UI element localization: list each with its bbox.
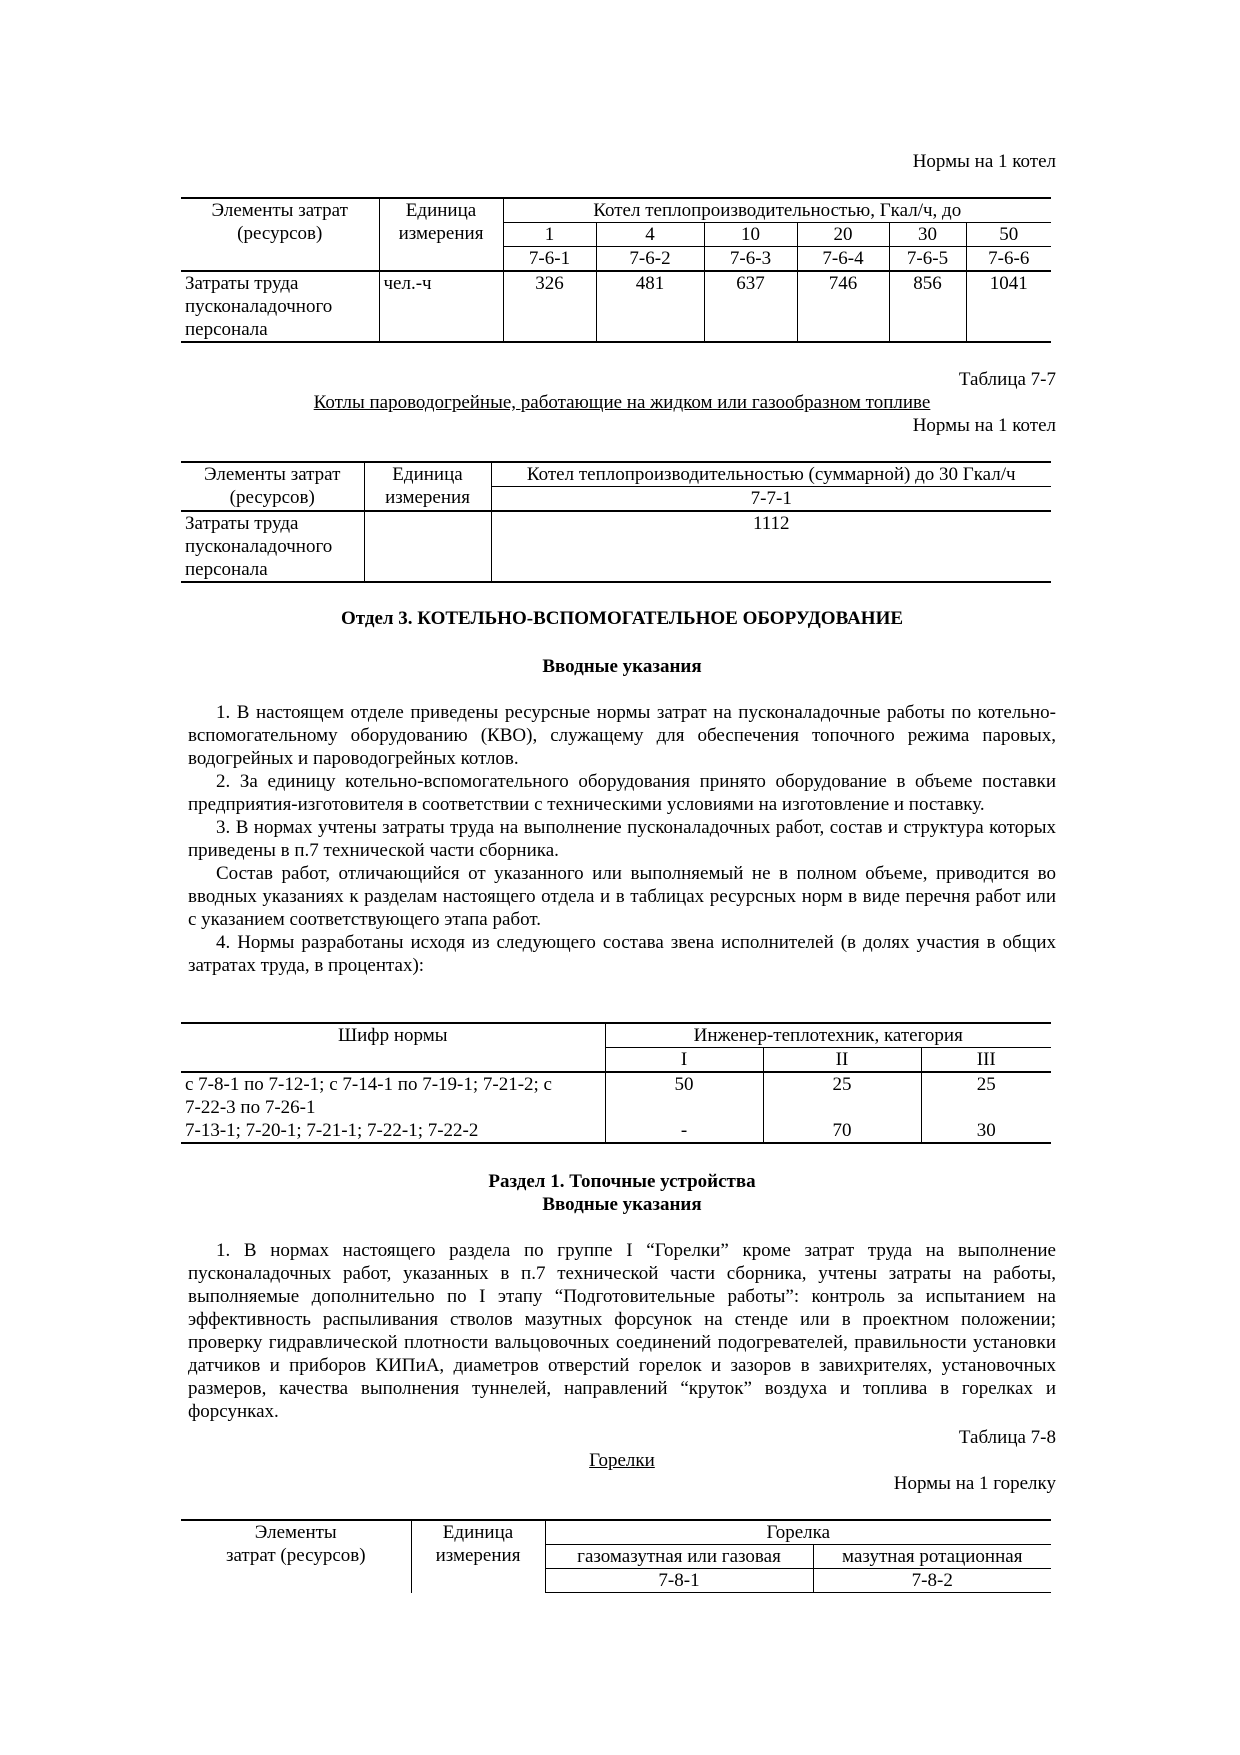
t6-value: 637 (704, 271, 797, 342)
t8-title: Горелки (589, 1450, 655, 1471)
section3-subheading: Вводные указания (542, 656, 702, 677)
razdel1-intro (188, 1239, 1056, 1423)
t8-norms-label: Нормы на 1 горелку (893, 1473, 1056, 1494)
intro-paragraph: 1. В настоящем отделе приведены ресурсные нормы затрат на пусконаладочные работы по котельно-вспомогательному оборудованию (КВО), служащему для обеспечения топочного режима паровых, водогрейных и пароводогрейных котлов. (188, 702, 1056, 769)
crew-value: 25 (763, 1072, 921, 1119)
crew-value: 30 (976, 1120, 996, 1141)
t6-row-label: Затраты труда пусконаладочного персонала (181, 271, 379, 342)
t7-header-unit: Единица измерения (364, 462, 491, 511)
section3-heading: Отдел 3. КОТЕЛЬНО-ВСПОМОГАТЕЛЬНОЕ ОБОРУДОВАНИЕ (340, 608, 904, 629)
t6-code: 7-6-4 (797, 247, 889, 272)
t6-row-unit: чел.-ч (379, 271, 503, 342)
t6-value: 856 (889, 271, 966, 342)
t6-value: 326 (503, 271, 596, 342)
t8-header-unit: Единица измерения (411, 1520, 545, 1593)
crew-value: 25 (976, 1074, 996, 1095)
t6-code: 7-6-5 (889, 247, 966, 272)
intro-paragraph: 4. Нормы разработаны исходя из следующего состава звена исполнителей (в долях участия в общих затратах труда, в процентах): (188, 932, 1056, 976)
crew-value: - (605, 1119, 763, 1143)
crew-header-group: Инженер-теплотехник, категория (605, 1023, 1051, 1048)
t6-cap: 20 (797, 223, 889, 247)
t6-cap: 10 (704, 223, 797, 247)
crew-table (181, 1022, 1051, 1144)
t6-value: 481 (596, 271, 704, 342)
intro-paragraph: 2. За единицу котельно-вспомогательного оборудования принято оборудование в объеме поставки предприятия-изготовителя в соответствии с техническими условиями на изготовление и поставку. (188, 771, 1056, 815)
razdel1-subheading: Вводные указания (542, 1194, 702, 1215)
t8-code: 7-8-2 (813, 1569, 1051, 1593)
t8-type: мазутная ротационная (813, 1545, 1051, 1569)
table-7-7 (181, 461, 1051, 583)
t7-row-unit (364, 511, 491, 582)
t8-header-group: Горелка (545, 1520, 1051, 1545)
t6-cap: 4 (596, 223, 704, 247)
section3-intro (188, 701, 1056, 977)
t8-type: газомазутная или газовая (545, 1545, 813, 1569)
t6-code: 7-6-2 (596, 247, 704, 272)
t6-code: 7-6-1 (503, 247, 596, 272)
intro-paragraph: 1. В нормах настоящего раздела по группе I “Горелки” кроме затрат труда на выполнение пусконаладочных работ, указанных в п.7 технической части сборника, учтены затраты на работы, выполняемые дополнительно по I этапу “Подготовительные работы”: контроль за испытанием на эффективность распыливания стволов мазутных форсунок на стенде или в проектном положении; проверку гидравлической плотности вальцовочных соединений подогревателей, правильности установки датчиков и приборов КИПиА, диаметров отверстий горелок и зазоров в завихрителях, установочных размеров, качества выполнения туннелей, направлений “круток” воздуха и топлива в горелках и форсунках. (188, 1240, 1056, 1422)
intro-paragraph: 3. В нормах учтены затраты труда на выполнение пусконаладочных работ, состав и структура которых приведены в п.7 технической части сборника. (188, 817, 1056, 861)
t7-code: 7-7-1 (750, 488, 792, 509)
table-7-8 (181, 1519, 1051, 1593)
t6-code: 7-6-6 (988, 248, 1030, 269)
t7-norms-label: Нормы на 1 котел (912, 415, 1056, 436)
t6-cap: 30 (889, 223, 966, 247)
intro-paragraph: Состав работ, отличающийся от указанного или выполняемый не в полном объеме, приводится во вводных указаниях к разделам настоящего отдела и в таблицах ресурсных норм в виде перечня работ или с указанием соответствующего этапа работ. (188, 863, 1056, 930)
t7-header-group: Котел теплопроизводительностью (суммарной) до 30 Гкал/ч (491, 462, 1051, 487)
t8-header-elements: Элементы затрат (ресурсов) (181, 1520, 411, 1593)
t6-code: 7-6-3 (704, 247, 797, 272)
crew-category: II (763, 1048, 921, 1073)
t8-code: 7-8-1 (545, 1569, 813, 1593)
t7-row-label: Затраты труда пусконаладочного персонала (181, 511, 364, 582)
table-7-6 (181, 197, 1051, 343)
t7-value: 1112 (752, 513, 790, 534)
crew-header-code: Шифр нормы (181, 1023, 605, 1072)
t7-header-elements: Элементы затрат (ресурсов) (181, 462, 364, 511)
t6-header-elements: Элементы затрат (ресурсов) (181, 198, 379, 271)
t6-norms-label: Нормы на 1 котел (912, 151, 1056, 172)
crew-category: I (605, 1048, 763, 1073)
t6-header-group: Котел теплопроизводительностью, Гкал/ч, до (503, 198, 1051, 223)
t7-number: Таблица 7-7 (958, 369, 1056, 390)
crew-row-code: с 7-8-1 по 7-12-1; с 7-14-1 по 7-19-1; 7-21-2; с 7-22-3 по 7-26-1 (181, 1072, 605, 1119)
t6-header-unit: Единица измерения (379, 198, 503, 271)
t8-number: Таблица 7-8 (958, 1427, 1056, 1448)
t6-value: 1041 (989, 273, 1028, 294)
t6-cap: 50 (966, 223, 1051, 247)
t6-value: 746 (797, 271, 889, 342)
crew-value: 70 (763, 1119, 921, 1143)
t7-title: Котлы пароводогрейные, работающие на жидком или газообразном топливе (313, 392, 931, 413)
crew-row-code: 7-13-1; 7-20-1; 7-21-1; 7-22-1; 7-22-2 (181, 1119, 605, 1143)
crew-category: III (976, 1049, 996, 1070)
crew-value: 50 (605, 1072, 763, 1119)
razdel1-heading: Раздел 1. Топочные устройства (488, 1171, 756, 1192)
t6-cap: 1 (503, 223, 596, 247)
